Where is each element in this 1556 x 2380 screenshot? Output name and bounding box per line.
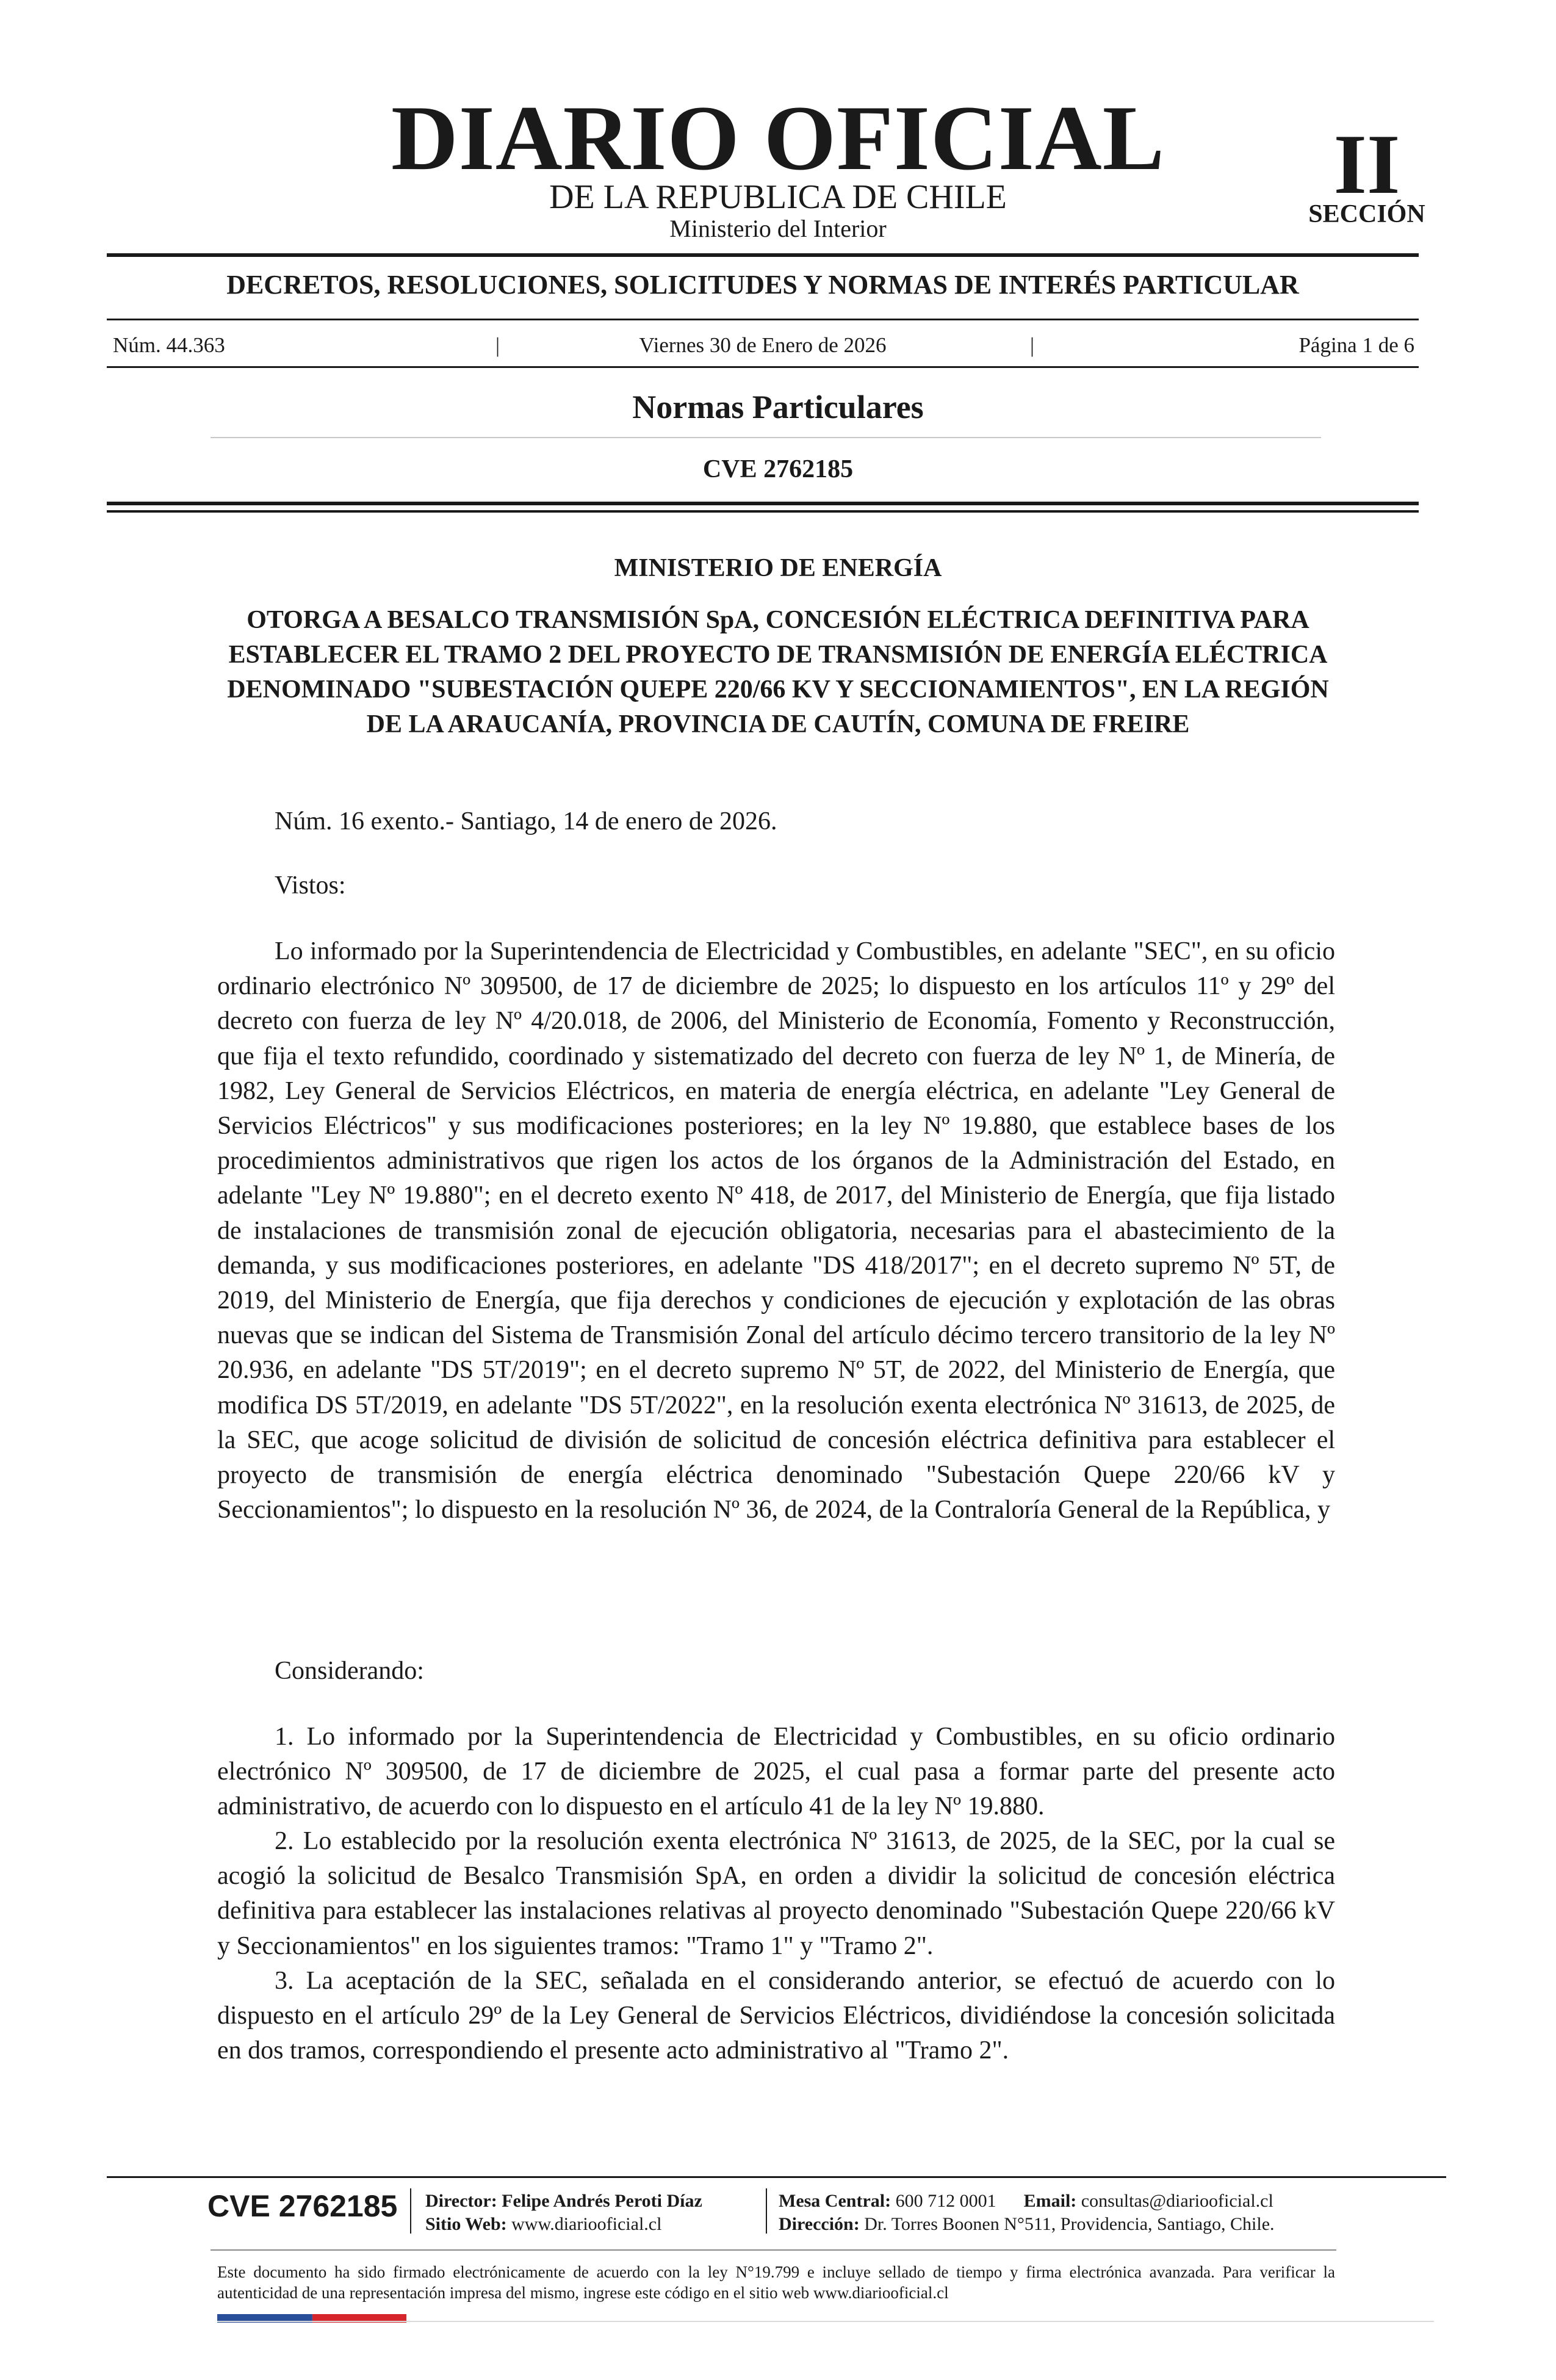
vistos-heading: Vistos: [275,871,346,900]
footer-bottom-rule [217,2321,1434,2322]
footer-vertical-divider [410,2188,411,2234]
footer-cve: CVE 2762185 [207,2189,398,2223]
considerando-item: 3. La aceptación de la SEC, señalada en el considerando anterior, se efectuó de acuerdo con lo dispuesto en el artículo 29º de la Ley General de Servicios Eléctricos, dividiéndose la concesión solicitada en dos tramos, correspondiendo el presente acto administrativo al "Tramo 2". [217,1967,1335,2065]
issue-separator: | [495,333,500,357]
issue-page: Página 1 de 6 [1298,333,1414,357]
footer-site [425,2215,661,2234]
phone-value: 600 712 0001 [895,2191,996,2211]
section-label: SECCIÓN [1308,200,1425,228]
section-number: II [1333,117,1400,212]
band-top-rule [107,253,1419,257]
footer-disclaimer: Este documento ha sido firmado electrónicamente de acuerdo con la ley N°19.799 e incluye sellado de tiempo y firma electrónica avanzada. Para verificar la autenticidad de una representación impresa del mismo, ingrese este código en el sitio web www.diariooficial.cl [217,2263,1335,2302]
footer-director [425,2192,702,2210]
masthead-ministry: Ministerio del Interior [669,215,887,242]
issue-separator: | [1030,333,1035,357]
cve-rule-2 [107,510,1419,513]
director-label: Director: [425,2191,497,2211]
email-link[interactable]: consultas@diariooficial.cl [1081,2191,1273,2211]
info-bottom-rule [107,366,1419,368]
document-ministry: MINISTERIO DE ENERGÍA [614,554,942,582]
footer-vertical-divider [766,2188,767,2234]
masthead-subtitle: DE LA REPUBLICA DE CHILE [549,178,1007,216]
band-title: DECRETOS, RESOLUCIONES, SOLICITUDES Y NORMAS DE INTERÉS PARTICULAR [226,270,1299,300]
director-name: Felipe Andrés Peroti Díaz [502,2191,702,2211]
site-label: Sitio Web: [425,2214,507,2234]
footer-top-rule [107,2176,1446,2178]
considerando-item: 1. Lo informado por la Superintendencia de Electricidad y Combustibles, en su oficio ordinario electrónico Nº 309500, de 17 de diciembre de 2025, el cual pasa a formar parte del presente acto administrativo, de acuerdo con lo dispuesto en el artículo 41 de la ley Nº 19.880. [217,1723,1335,1821]
cve-code: CVE 2762185 [702,455,854,483]
section-divider [211,437,1321,438]
footer-address [779,2215,1275,2234]
decree-number: Núm. 16 exento.- Santiago, 14 de enero de 2026. [275,807,777,835]
section-title: Normas Particulares [632,389,924,425]
cve-rule-1 [107,502,1419,505]
band-bottom-rule [107,319,1419,320]
considerando-item: 2. Lo establecido por la resolución exenta electrónica Nº 31613, de 2025, de la SEC, por la cual se acogió la solicitud de Besalco Transmisión SpA, en orden a dividir la solicitud de concesión eléctrica definitiva para establecer las instalaciones relativas al proyecto denominado "Subestación Quepe 220/66 kV y Seccionamientos" en los siguientes tramos: "Tramo 1" y "Tramo 2". [217,1827,1335,1960]
masthead-title: DIARIO OFICIAL [391,87,1165,189]
footer-mid-rule [211,2249,1336,2251]
vistos-paragraph: Lo informado por la Superintendencia de Electricidad y Combustibles, en adelante "SEC", en su oficio ordinario electrónico Nº 309500, de 17 de diciembre de 2025; lo dispuesto en los artículos 11º y 29º del decreto con fuerza de ley Nº 4/20.018, de 2006, del Ministerio de Economía, Fomento y Reconstrucción, que fija el texto refundido, coordinado y sistematizado del decreto con fuerza de ley Nº 1, de Minería, de 1982, Ley General de Servicios Eléctricos, en materia de energía eléctrica, en adelante "Ley General de Servicios Eléctricos" y sus modificaciones posteriores; en la ley Nº 19.880, que establece bases de los procedimientos administrativos que rigen los actos de los órganos de la Administración del Estado, en adelante "Ley Nº 19.880"; en el decreto exento Nº 418, de 2017, del Ministerio de Energía, que fija listado de instalaciones de transmisión zonal de ejecución obligatoria, necesarias para el abastecimiento de la demanda, y sus modificaciones posteriores, en adelante "DS 418/2017"; en el decreto supremo Nº 5T, de 2019, del Ministerio de Energía, que fija derechos y condiciones de ejecución y explotación de las obras nuevas que se indican del Sistema de Transmisión Zonal del artículo décimo tercero transitorio de la ley Nº 20.936, en adelante "DS 5T/2019"; en el decreto supremo Nº 5T, de 2022, del Ministerio de Energía, que modifica DS 5T/2019, en adelante "DS 5T/2022", en la resolución exenta electrónica Nº 31613, de 2025, de la SEC, que acoge solicitud de división de solicitud de concesión eléctrica definitiva para establecer el proyecto de transmisión de energía eléctrica denominado "Subestación Quepe 220/66 kV y Seccionamientos"; lo dispuesto en la resolución Nº 36, de 2024, de la Contraloría General de la República, y [217,937,1335,1524]
issue-date: Viernes 30 de Enero de 2026 [639,333,887,357]
email-label: Email: [1023,2191,1077,2211]
footer-phone-email [779,2192,1273,2210]
document-title: OTORGA A BESALCO TRANSMISIÓN SpA, CONCESIÓN ELÉCTRICA DEFINITIVA PARA ESTABLECER EL TRAMO 2 DEL PROYECTO DE TRANSMISIÓN DE ENERGÍA ELÉCTRICA DENOMINADO "SUBESTACIÓN QUEPE 220/66 KV Y SECCIONAMIENTOS", EN LA REGIÓN DE LA ARAUCANÍA, PROVINCIA DE CAUTÍN, COMUNA DE FREIRE [227,606,1329,738]
issue-number: Núm. 44.363 [113,333,225,357]
address-label: Dirección: [779,2214,860,2234]
site-link[interactable]: www.diariooficial.cl [511,2214,662,2234]
phone-label: Mesa Central: [779,2191,891,2211]
considerando-heading: Considerando: [275,1657,424,1685]
address-value: Dr. Torres Boonen N°511, Providencia, Santiago, Chile. [864,2214,1275,2234]
